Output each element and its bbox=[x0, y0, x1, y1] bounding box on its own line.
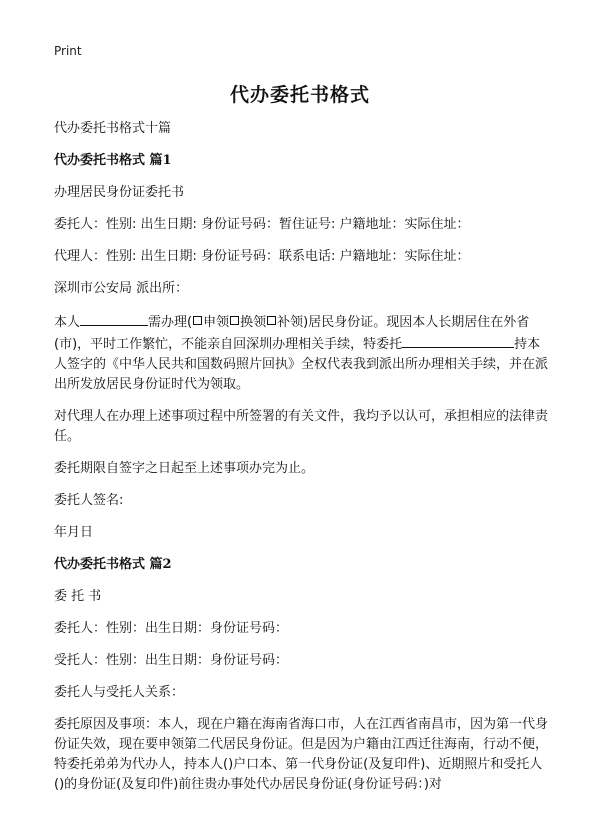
checkbox-icon bbox=[230, 316, 239, 325]
section-2-relation: 委托人与受托人关系： bbox=[54, 685, 185, 700]
section-1-term: 委托期限自签字之日起至上述事项办完为止。 bbox=[54, 461, 315, 476]
section-2-heading: 代办委托书格式 篇2 bbox=[54, 557, 172, 572]
section-1-signature: 委托人签名: bbox=[54, 493, 124, 508]
option-apply: 申领 bbox=[203, 315, 230, 330]
section-2-reason: 委托原因及事项：本人，现在户籍在海南省海口市，人在江西省南昌市，因为第一代身份证失效，现在要申领第二代居民身份证。但是因为户籍由江西迁往海南，行动不便，特委托弟弟为代办人，持本人()户口本、第一代身份证(及复印件)、近期照片和受托人()的身份证(及复印件)前往贵办事处代办居民身份证(身份证号码：)对 bbox=[54, 717, 549, 792]
section-1-body-paragraph bbox=[54, 311, 550, 395]
section-1-responsibility: 对代理人在办理上述事项过程中所签署的有关文件，我均予以认可，承担相应的法律责任。 bbox=[54, 409, 549, 444]
section-2-agent-line: 受托人：性别：出生日期：身份证号码： bbox=[54, 653, 289, 668]
section-1-subtitle: 办理居民身份证委托书 bbox=[54, 185, 185, 200]
document-body bbox=[54, 119, 550, 807]
document-title: 代办委托书格式 bbox=[229, 84, 370, 106]
body-text-d: 持本人签字的《中华人民共和国数码照片回执》全权代表我到派出所办理相关手续，并在派出所发放居民身份证时代为领取。 bbox=[54, 337, 549, 392]
agent-blank-line bbox=[402, 333, 514, 348]
name-blank-line bbox=[80, 311, 148, 326]
section-2-subtitle: 委 托 书 bbox=[54, 589, 102, 604]
section-1-agent-line: 代理人：性别: 出生日期: 身份证号码：联系电话: 户籍地址：实际住址： bbox=[54, 249, 470, 264]
option-renew: 换领 bbox=[240, 315, 267, 330]
option-reissue: 补领 bbox=[277, 315, 304, 330]
section-1-date: 年月日 bbox=[54, 525, 94, 540]
section-1-addressee: 深圳市公安局 派出所： bbox=[54, 281, 189, 296]
intro-text: 代办委托书格式十篇 bbox=[54, 121, 172, 136]
checkbox-icon bbox=[193, 316, 202, 325]
body-text-a: 本人 bbox=[54, 315, 81, 330]
body-text-b: 需办理( bbox=[148, 315, 193, 330]
section-1-principal-line: 委托人：性别: 出生日期: 身份证号码：暂住证号: 户籍地址：实际住址： bbox=[54, 217, 470, 232]
print-label: Print bbox=[54, 44, 82, 58]
checkbox-icon bbox=[267, 316, 276, 325]
section-2-principal-line: 委托人：性别：出生日期：身份证号码： bbox=[54, 621, 289, 636]
body-text-c: )居民身份证。现因本人长期居住在外省(市)，平时工作繁忙，不能亲自回深圳办理相关手续，特委托 bbox=[54, 315, 530, 352]
section-1-heading: 代办委托书格式 篇1 bbox=[54, 153, 172, 168]
